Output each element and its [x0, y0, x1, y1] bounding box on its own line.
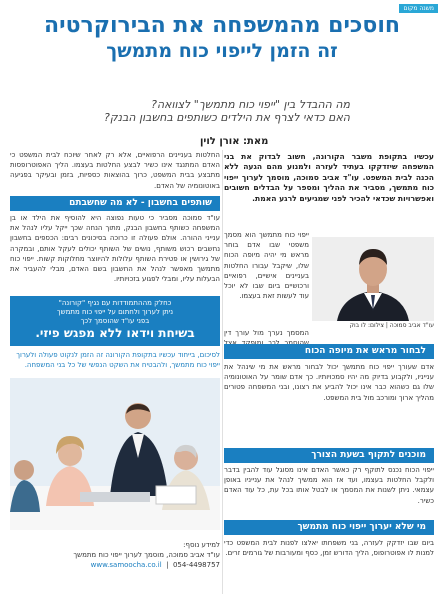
contact-separator: |	[163, 561, 171, 569]
office-illustration	[10, 378, 220, 530]
section-heading: מי שלא יערוך ייפוי כוח מתמשך	[224, 520, 434, 535]
promo-highlight: בשיחת וידאו ללא מפגש פיזי.	[35, 326, 195, 340]
left-column-text: החלטות בעניינים הרפואיים, אלא רק לאחר שיוכח לבית המשפט כי האדם המתנגד אינו כשיר לבצע החלטות בעצמו. הליך האפוטרופסות מתבצע בבית המשפט, כרוך בהוצאות כספיות, בזמן ובעיקר בפגיעה באוטונומיה של האדם.	[10, 151, 220, 190]
intro-paragraph: עכשיו בתקופת משבר הקורונה, חשוב לבדוק את בני המשפחה שיזדקקו בעתיד לעזרה ולמנוע מהם הגעה ללא הכנה לבית המשפט. עו"ד אביב סמוכה, מוסמך לערוך ייפוי כוח מתמשך, מסביר את ההליך ומספר על הבדלים חשובים ואפשרויות שכדאי להכיר לפני שמגיעים לרגע האמת.	[224, 152, 434, 203]
section-heading: מוכנים לתקוף בשעת הצורך	[224, 448, 434, 463]
lead-question: מה ההבדל בין "ייפוי כוח מתמשך" לצוואה?	[151, 98, 350, 111]
photo-caption: עו"ד אביב סמוכה | צילום: לו בוק	[349, 322, 434, 329]
section-body: ייפוי הכוח נכנס לתוקף רק כאשר האדם אינו מסוגל עוד להבין בדבר ולקבל החלטות בעצמו, ועד אז הוא ממשיך לנהל את ענייניו באופן עצמאי. ניתן לשנות את המסמך או לבטל אותו בכל עת, כל עוד האדם כשיר.	[224, 466, 434, 505]
contact-title: למידע נוסף:	[183, 541, 220, 549]
author-byline: מאת: אורן לוין	[200, 136, 269, 147]
portrait-photo	[312, 237, 434, 321]
contact-box	[10, 540, 220, 570]
contact-phone[interactable]: 054-4498757	[172, 561, 220, 569]
promo-line: ניתן לערוך ולחתום על ייפוי כוח מתמשך	[56, 308, 174, 316]
lead-questions	[30, 98, 350, 124]
promo-line: כחלק מההתמודדות עם נגיף "קורונה"	[58, 299, 172, 307]
subheadline: זה הזמן לייפוי כוח מתמשך	[106, 40, 338, 62]
section-body: אדם שעורך ייפוי כוח מתמשך יכול לבחור מראש את מי שינהל את ענייניו, ולקבוע בדיוק מה יהיו סמכויותיו. כך אדם שומר על האוטונומיה שלו גם כשהוא כבר אינו יכול להביע את רצונו, ובני המשפחה פטורים מהליך ארוך ומורכב מול בית המשפט.	[224, 363, 434, 402]
section-body: עו"ד סמוכה מסביר כי טעות נפוצה היא להוסיף את הילד או בן המשפחה כשותף בחשבון הבנק, מתוך הנחה שכך ייקל עליו לנהל את ענייני ההורה. אולם פעולה זו כרוכה בסיכונים רבים: הכספים בחשבון נחשבים רכוש משותף, נושים של השותף יכולים לעקל אותם, ובמקרה של גירושין או פטירת השותף עלולות להיווצר מחלוקות קשות. ייפוי כוח מתמשך מאפשר לנהל את החשבון בשם האדם, מבלי להעביר את הבעלות עליו, ומבלי לפגוע בזכויותיו.	[10, 214, 220, 284]
right-column-text: ייפוי כוח מתמשך הוא מסמך משפטי שבו אדם בוחר מראש מי יהיה מיופה הכוח שלו, שיקבל עבורו החלטות בעניינים אישיים, רפואיים ורכושיים ביום שבו לא יוכל עוד לעשות זאת בעצמו.	[224, 231, 309, 301]
contact-details	[10, 560, 220, 570]
section-tag: משנה מקום	[399, 4, 438, 13]
section-heading: לבחור מראש את מיופה הכוח	[224, 344, 434, 359]
right-column-text: המסמך נערך מול עורך דין	[224, 329, 309, 337]
promo-box	[10, 296, 220, 346]
promo-line: בפני עו"ד שהוסמך לכך	[80, 317, 150, 325]
headline: חוסכים מהמשפחה את הבירוקרטיה	[43, 13, 401, 38]
lead-question: האם כדאי לצרף את הילדים כשותפים בחשבון הבנק?	[104, 111, 350, 124]
contact-url[interactable]: www.samoocha.co.il	[90, 561, 162, 569]
office-photo	[10, 378, 220, 530]
column-divider	[222, 150, 223, 594]
contact-line: עו"ד אביב סמוכה, מוסמך לערוך ייפוי כוח מתמשך	[73, 551, 220, 559]
section-heading: שותפים בחשבון - לא מה שחשבתם	[10, 196, 220, 211]
portrait-illustration	[312, 237, 434, 321]
section-body: ביום שבו יזדקק לעזרה, בני משפחתו יאלצו לפנות לבית המשפט כדי למנות לו אפוטרופוס, הליך הדורש זמן, כסף ומעורבות של גורמים זרים.	[224, 539, 434, 558]
call-to-action: לסיכום, בייחוד עכשיו בתקופת הקורונה זה הזמן לנקוט פעולה ולערוך ייפוי כוח מתמשך, ולהבטיח את השקט הנפשי של כל בני המשפחה.	[16, 351, 220, 369]
